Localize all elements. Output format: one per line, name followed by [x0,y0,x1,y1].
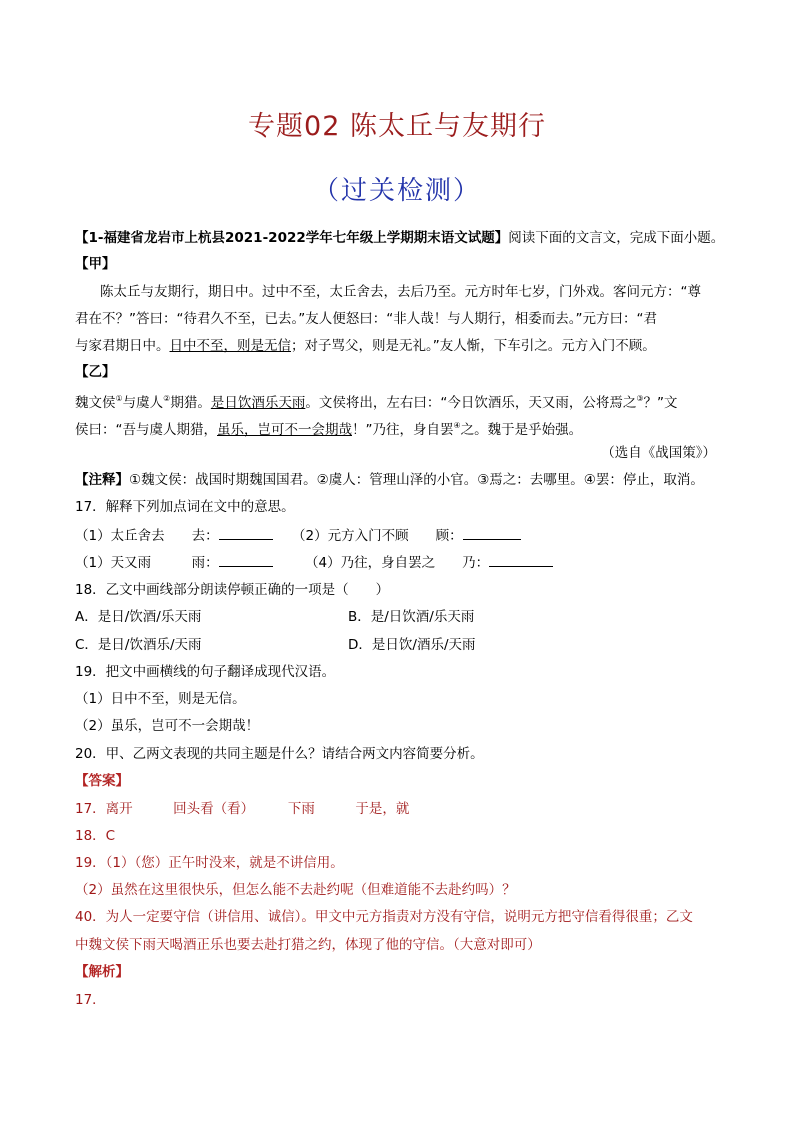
jia-line-3 [75,336,656,356]
q18-option-c: C．是日/饮酒乐/天雨 [75,637,202,653]
analysis-label: 【解析】 [75,964,129,980]
yi-text: 期猎。 [170,395,211,411]
q19-item-2: （2）虽乐，岂可不一会期哉！ [75,718,260,734]
answer-blank[interactable] [219,552,273,567]
page-subtitle: （过关检测） [312,176,481,206]
yi-text: ！”乃往，身自罢 [352,422,454,438]
page-title: 专题02 陈太丘与友期行 [248,111,546,142]
answer-blank[interactable] [463,525,521,540]
jia-line-3-pre: 与家君期日中。 [75,338,170,354]
q20-stem: 20．甲、乙两文表现的共同主题是什么？请结合两文内容简要分析。 [75,746,484,762]
yi-header: 【乙】 [75,364,116,380]
jia-line-2: 君在不？”答曰：“待君久不至，已去。”友人便怒曰：“非人哉！与人期行，相委而去。”元方曰：“君 [75,311,657,327]
source-instruction: 阅读下面的文言文，完成下面小题。 [508,230,725,246]
answer-17: 17．离开 回头看（看） 下雨 于是，就 [75,801,410,817]
yi-line-2 [75,416,582,440]
answer-19-1: 19．（1）（您）正午时没来，就是不讲信用。 [75,855,344,871]
yi-text: ？”文 [643,395,678,411]
answer-blank[interactable] [489,552,553,567]
q18-options-row-2 [75,635,476,655]
q17-row-2 [75,552,490,573]
q19-stem: 19．把文中画横线的句子翻译成现代汉语。 [75,664,336,680]
source-label: 【1-福建省龙岩市上杭县2021-2022学年七年级上学期期末语文试题】 [75,230,509,246]
yi-text: 与虞人 [122,395,164,411]
yi-text: 之。魏于是乎始强。 [460,422,583,438]
source-line [75,228,724,248]
q17-row-1 [75,525,463,546]
note-marker-1: ① [115,394,123,403]
q17-item-2: （2）元方入门不顾 顾： [292,528,463,544]
q18-option-d: D．是日饮/酒乐/天雨 [348,637,476,653]
answer-18: 18．C [75,828,116,844]
jia-line-1: 陈太丘与友期行，期日中。过中不至，太丘舍去，去后乃至。元方时年七岁，门外戏。客问元方：“尊 [100,284,701,300]
answer-20-line-1: 40．为人一定要守信（讲信用、诚信）。甲文中元方指责对方没有守信，说明元方把守信看得很重；乙文 [75,909,693,925]
note-marker-2: ② [163,394,171,403]
jia-line-3-post: ；对子骂父，则是无礼。”友人惭，下车引之。元方入门不顾。 [291,338,656,354]
q18-options-row-1 [75,607,475,627]
notes-text: ①魏文侯：战国时期魏国国君。②虞人：管理山泽的小官。③焉之：去哪里。④罢：停止，取消。 [129,472,704,488]
yi-line-1 [75,389,678,413]
answer-19-2: （2）虽然在这里很快乐，但怎么能不去赴约呢（但难道能不去赴约吗）？ [75,882,516,898]
q19-item-1: （1）日中不至，则是无信。 [75,691,246,707]
jia-header: 【甲】 [75,256,116,272]
yi-text: 魏文侯 [75,395,116,411]
answer-blank[interactable] [219,525,273,540]
answer-20-line-2: 中魏文侯下雨天喝酒正乐也要去赴打猎之约，体现了他的守信。（大意对即可） [75,937,541,953]
jia-underlined-sentence: 日中不至，则是无信 [169,338,291,354]
q17-stem: 17．解释下列加点词在文中的意思。 [75,499,295,515]
notes-label: 【注释】 [75,472,129,488]
q17-item-4: （4）乃往，身自罢之 乃： [305,555,490,571]
notes-line [75,470,704,490]
note-marker-4: ④ [453,421,461,430]
yi-text: 。文侯将出，左右曰：“今日饮酒乐，天又雨，公将焉之 [305,395,637,411]
q17-item-3: （1）天又雨 雨： [75,555,219,571]
q18-option-a: A．是日/饮酒/乐天雨 [75,609,202,625]
yi-underlined-phrase: 是日饮酒乐天雨 [210,395,306,411]
yi-source: （选自《战国策》） [601,445,716,461]
yi-text: 侯曰：“吾与虞人期猎， [75,422,217,438]
yi-underlined-sentence: 虽乐，岂可不一会期哉 [217,422,352,438]
q18-option-b: B．是/日饮酒/乐天雨 [348,609,475,625]
answer-label: 【答案】 [75,773,129,789]
q18-stem: 18．乙文中画线部分朗读停顿正确的一项是（ ） [75,582,390,598]
q17-item-1: （1）太丘舍去 去： [75,528,219,544]
note-marker-3: ③ [636,394,644,403]
analysis-17: 17． [75,992,106,1008]
